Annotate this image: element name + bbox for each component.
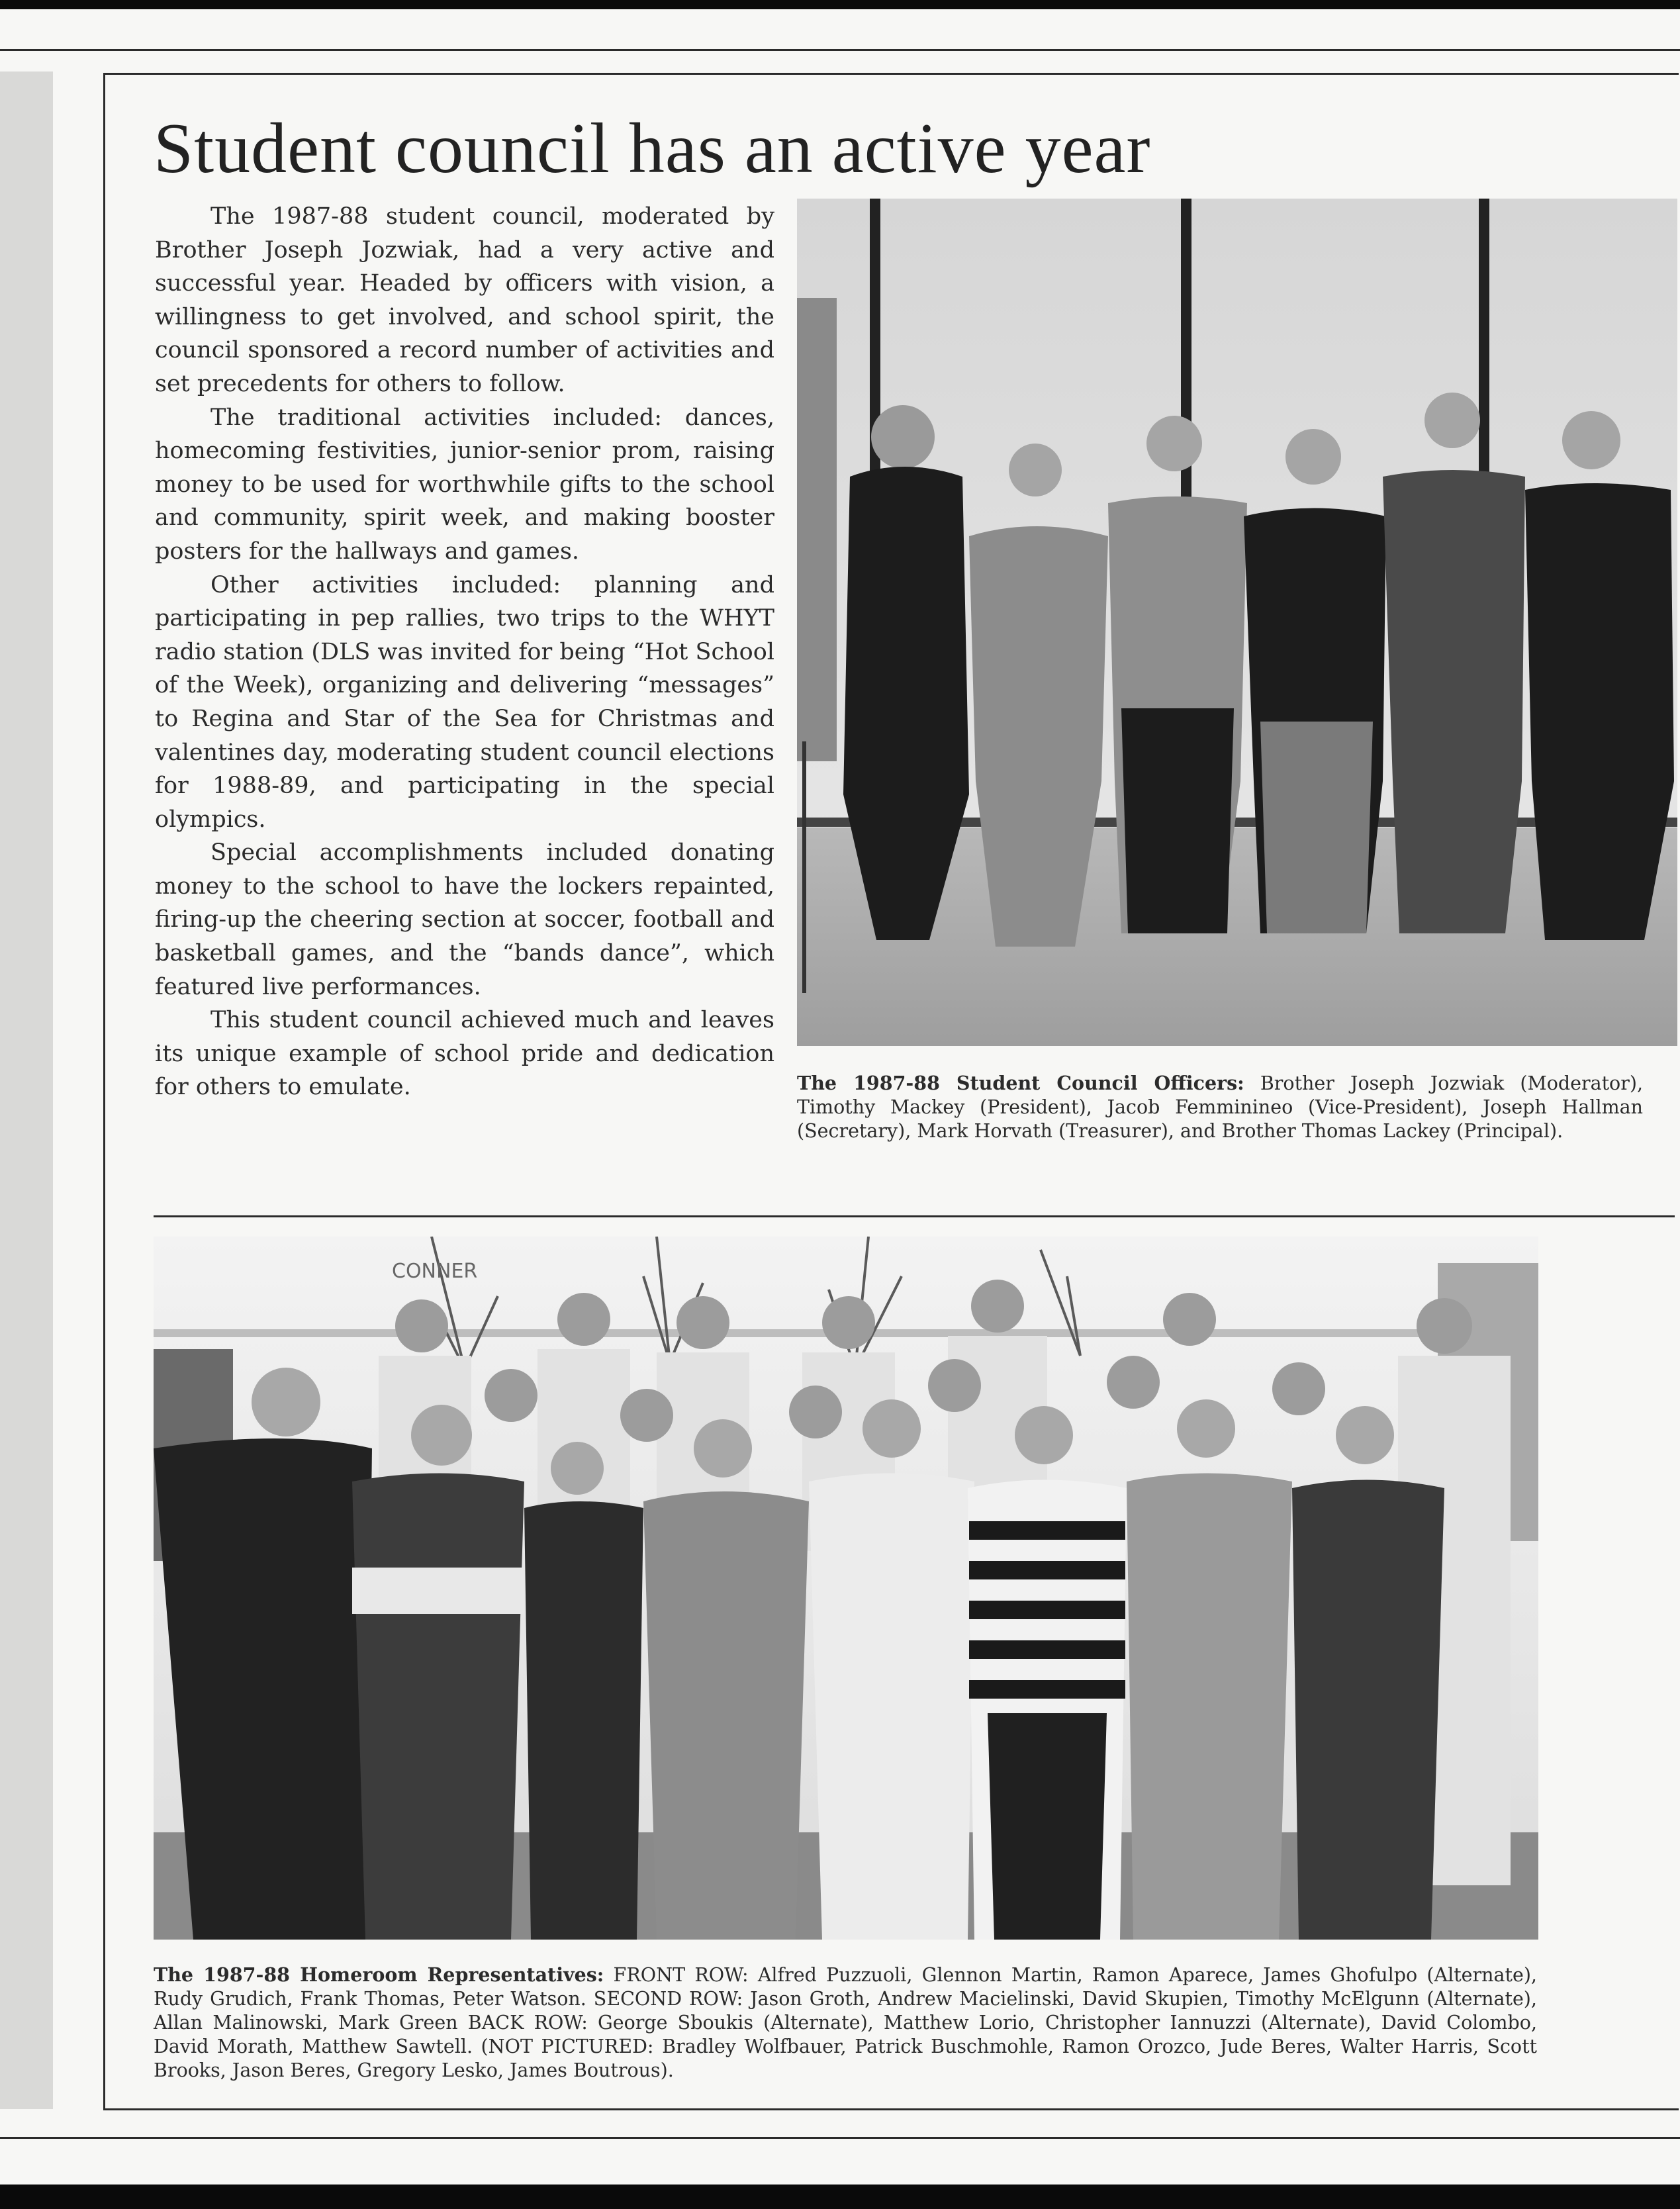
- representatives-photo-image: [154, 1237, 1538, 1940]
- officers-photo-image: [797, 199, 1677, 1046]
- representatives-caption-lead: The 1987-88 Homeroom Representatives:: [154, 1963, 604, 1986]
- article-paragraph: Special accomplishments included donating money to the school to have the lockers repainted, firing-up the cheering section at soccer, football and basketball games, and the “bands dance”, which featured live performances.: [155, 839, 774, 1000]
- officers-caption: [797, 1071, 1643, 1143]
- representatives-caption-text: FRONT ROW: Alfred Puzzuoli, Glennon Martin, Ramon Aparece, James Ghofulpo (Alternate), Rudy Grudich, Frank Thomas, Peter Watson. SECOND ROW: Jason Groth, Andrew Macielinski, David Skupien, Timothy McElgunn (Alternate), Allan Malinowski, Mark Green BACK ROW: George Sboukis (Alternate), Matthew Lorio, Christopher Iannuzzi (Alternate), David Colombo, David Morath, Matthew Sawtell. (NOT PICTURED: Bradley Wolfbauer, Patrick Buschmohle, Ramon Orozco, Jude Beres, Walter Harris, Scott Brooks, Jason Beres, Gregory Lesko, James Boutrous).: [154, 1964, 1537, 2081]
- officers-caption-lead: The 1987-88 Student Council Officers:: [797, 1072, 1244, 1094]
- headline: Student council has an active year: [154, 109, 1151, 188]
- section-divider: [154, 1215, 1675, 1217]
- photo-sign-text: CONNER: [392, 1260, 478, 1283]
- article-paragraph: Other activities included: planning and participating in pep rallies, two trips to the WHYT radio station (DLS was invited for being “Hot School of the Week), organizing and delivering “messages” to Regina and Star of the Sea for Christmas and valentines day, moderating student council elections for 1988-89, and participating in the special olympics.: [155, 571, 774, 833]
- article-paragraph: The 1987-88 student council, moderated by Brother Joseph Jozwiak, had a very active and successful year. Headed by officers with vision, a willingness to get involved, and school spirit, the council sponsored a record number of activities and set precedents for others to follow.: [155, 203, 774, 397]
- bottom-scan-border: [0, 2185, 1680, 2209]
- officers-caption-text: Brother Joseph Jozwiak (Moderator), Timothy Mackey (President), Jacob Femminineo (Vice-President), Joseph Hallman (Secretary), Mark Horvath (Treasurer), and Brother Thomas Lackey (Principal).: [797, 1072, 1644, 1142]
- bottom-rule: [0, 2137, 1680, 2139]
- top-rule: [0, 49, 1680, 51]
- article-body: [155, 200, 774, 1104]
- article-paragraph: The traditional activities included: dances, homecoming festivities, junior-senior prom, raising money to be used for worthwhile gifts to the school and community, spirit week, and making booster posters for the hallways and games.: [155, 404, 774, 565]
- officers-photo: [797, 199, 1677, 1046]
- representatives-photo: [154, 1237, 1538, 1940]
- representatives-caption: [154, 1963, 1537, 2083]
- page-gutter: [0, 71, 53, 2109]
- article-paragraph: This student council achieved much and leaves its unique example of school pride and dedication for others to emulate.: [155, 1007, 774, 1101]
